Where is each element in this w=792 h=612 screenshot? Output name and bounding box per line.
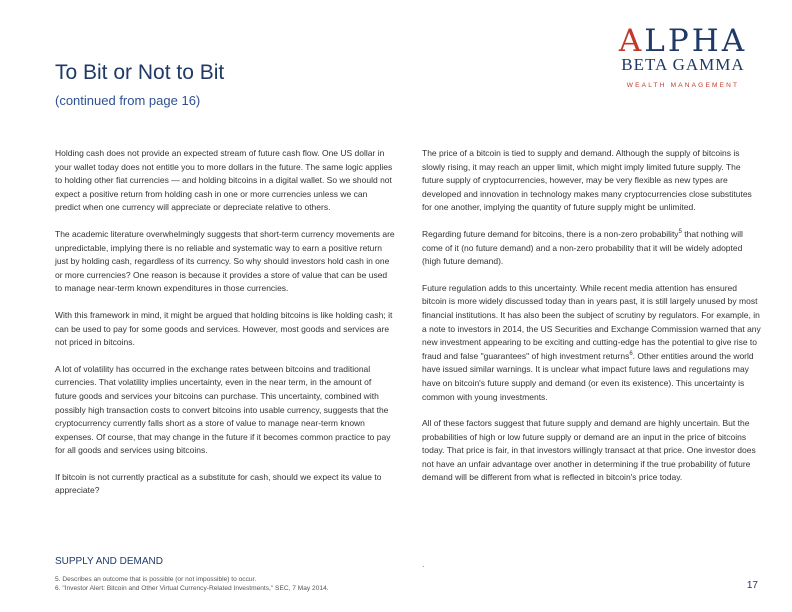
logo-mark: A — [618, 23, 645, 59]
left-column — [55, 147, 395, 511]
logo-alpha — [613, 23, 753, 59]
paragraph-text: Regarding future demand for bitcoins, there is a non-zero probability — [422, 228, 679, 239]
footnote: 5. Describes an outcome that is possible (or not impossible) to occur. — [55, 576, 257, 583]
logo-alpha-rest: LPHA — [644, 23, 748, 59]
paragraph-text: Future regulation adds to this uncertainty. While recent media attention has ensured bitcoin is more widely discussed today than in years past, it is still largely unused by most financial institutions. It has also been the subject of scrutiny by regulators. For example, in a note to investors in 2014, the US Securities and Exchange Commission warned that any new investment appearing to be exciting and cutting-edge has the potential to give rise to fraud and false "guarantees" of high investment returns — [422, 282, 761, 361]
paragraph: Holding cash does not provide an expected stream of future cash flow. One US dollar in your wallet today does not entitle you to more dollars in the future. The same logic applies to holding other fiat currencies — and holding bitcoins in a digital wallet. So we should not expect a positive return from holding cash in one or more currencies unless we can predict when one currency will appreciate or depreciate relative to others. — [55, 148, 393, 213]
paragraph — [422, 228, 762, 269]
paragraph: The academic literature overwhelmingly suggests that short-term currency movements are unpredictable, implying there is no reliable and systematic way to earn a positive return just by holding cash, regardless of its currency. So why should investors hold cash in one or more currencies? One reason is because it provides a store of value that can be used to manage near-term known expenditures in those currencies. — [55, 228, 395, 294]
paragraph-text: . Other entities around the world have issued similar warnings. It is unclear what impact future laws and regulations may have on bitcoin's future supply and demand (or even its existence). This uncertainty is common with young investments. — [422, 350, 754, 402]
trailing-dot: . — [422, 560, 425, 569]
section-heading: SUPPLY AND DEMAND — [55, 556, 163, 567]
footnote-ref: 6 — [629, 350, 633, 357]
paragraph: If bitcoin is not currently practical as a substitute for cash, should we expect its value to appreciate? — [55, 471, 382, 496]
logo-wealth-management: WEALTH MANAGEMENT — [626, 82, 740, 89]
footnote-ref: 5 — [678, 229, 682, 236]
page-title: To Bit or Not to Bit — [55, 61, 225, 84]
paragraph: With this framework in mind, it might be argued that holding bitcoins is like holding cash; it can be used to pay for some goods and services. However, most goods and services are not priced in bitcoins. — [55, 309, 393, 348]
company-logo — [613, 23, 753, 89]
page-number: 17 — [746, 580, 758, 591]
paragraph: All of these factors suggest that future supply and demand are highly uncertain. But the probabilities of high or low future supply or demand are an input in the price of bitcoins today. That price is fair, in that investors willingly transact at that price. One investor does not have an unfair advantage over another in determining if the true probability of future demand will be different from what is reflected in bitcoin's price today. — [422, 418, 756, 483]
logo-beta-gamma: BETA GAMMA — [621, 55, 745, 74]
footnote: 6. "Investor Alert: Bitcoin and Other Virtual Currency-Related Investments," SEC, 7 May 2014. — [55, 585, 329, 592]
paragraph: A lot of volatility has occurred in the exchange rates between bitcoins and traditional currencies. That volatility implies uncertainty, even in the near term, in the amount of future goods and services your bitcoins can purchase. This uncertainty, combined with possibly high transaction costs to convert bitcoins into usable currency, suggests that the cryptocurrency currently falls short as a store of value to manage near-term known expenses. Of course, that may change in the future if it becomes common practice to pay for all goods and services using bitcoins. — [55, 363, 391, 456]
right-column — [422, 147, 762, 498]
continued-note: (continued from page 16) — [55, 93, 201, 108]
footnotes — [55, 575, 415, 593]
paragraph: The price of a bitcoin is tied to supply and demand. Although the supply of bitcoins is slowly rising, it may reach an upper limit, which might imply limited future supply. The future supply of cryptocurrencies, however, may be very flexible as new types are developed and innovation in technology makes many cryptocurrencies close substitutes for one another, implying the quantity of future supply might be unlimited. — [422, 148, 752, 213]
paragraph — [422, 282, 762, 404]
paragraph-text: that nothing will come of it (no future demand) and a non-zero probability that it will be widely adopted (high future demand). — [422, 228, 743, 267]
